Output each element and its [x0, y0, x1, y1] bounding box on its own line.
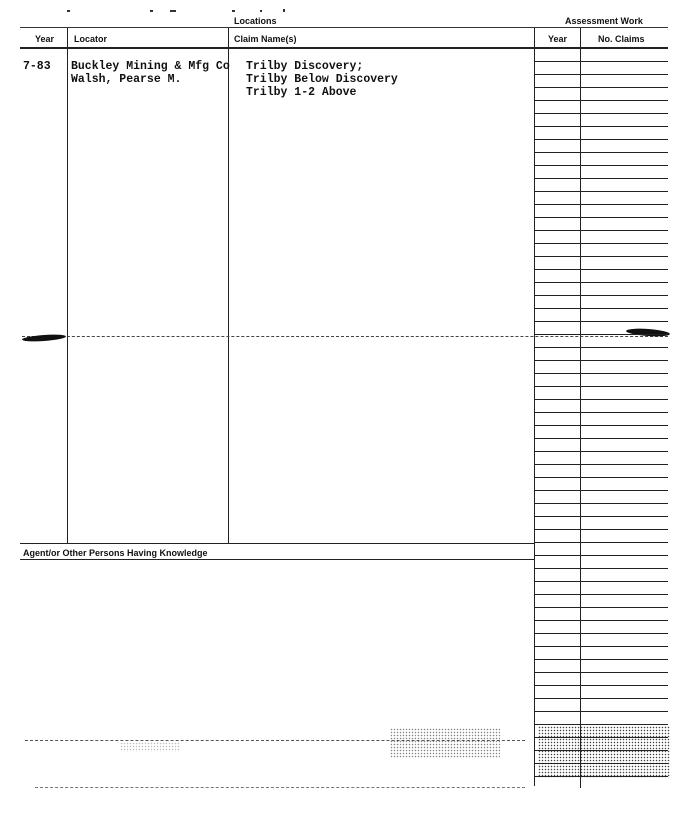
scan-noise-right: [538, 726, 670, 778]
scan-noise-center: [390, 728, 500, 758]
assessment-work-row-line: [535, 412, 668, 413]
assessment-work-row-line: [535, 204, 668, 205]
header-rule-top: [20, 27, 668, 28]
entry-claim-2: Trilby Below Discovery: [246, 73, 398, 86]
assessment-work-row-line: [535, 139, 668, 140]
assessment-work-row-line: [535, 191, 668, 192]
locations-box-bottom: [20, 543, 535, 544]
year-column-header: Year: [35, 34, 55, 44]
assessment-work-row-line: [535, 243, 668, 244]
assessment-work-row-line: [535, 308, 668, 309]
assessment-work-row-line: [535, 685, 668, 686]
assessment-work-row-line: [535, 477, 668, 478]
assessment-work-row-line: [535, 100, 668, 101]
assessment-work-row-line: [535, 230, 668, 231]
assessment-work-row-line: [535, 282, 668, 283]
assessment-work-row-line: [535, 360, 668, 361]
assessment-work-row-line: [535, 711, 668, 712]
assessment-work-row-line: [535, 724, 668, 725]
locator-column-header: Locator: [74, 34, 108, 44]
left-edge-smudge: [22, 333, 66, 342]
assessment-work-row-line: [535, 165, 668, 166]
assessment-work-row-line: [535, 347, 668, 348]
aw-no-claims-column-header: No. Claims: [598, 34, 645, 44]
assessment-work-row-line: [535, 269, 668, 270]
scan-noise-left: [120, 742, 180, 752]
assessment-work-row-line: [535, 659, 668, 660]
assessment-work-row-line: [535, 87, 668, 88]
assessment-work-row-line: [535, 126, 668, 127]
assessment-work-row-line: [535, 373, 668, 374]
assessment-work-row-line: [535, 516, 668, 517]
agent-section-label: Agent/or Other Persons Having Knowledge: [23, 548, 208, 558]
assessment-work-row-line: [535, 438, 668, 439]
assessment-work-row-line: [535, 503, 668, 504]
top-speck: [260, 10, 262, 12]
divider-year-locator: [67, 28, 68, 543]
header-rule-bottom: [20, 47, 668, 49]
assessment-work-row-line: [535, 620, 668, 621]
top-speck: [283, 9, 285, 12]
assessment-work-row-line: [535, 542, 668, 543]
top-speck: [150, 10, 153, 12]
assessment-work-row-line: [535, 321, 668, 322]
assessment-work-row-line: [535, 698, 668, 699]
assessment-work-row-line: [535, 425, 668, 426]
claim-names-column-header: Claim Name(s): [234, 34, 297, 44]
assessment-work-row-line: [535, 633, 668, 634]
locations-header: Locations: [234, 16, 277, 26]
assessment-work-row-line: [535, 386, 668, 387]
entry-locator-2: Walsh, Pearse M.: [71, 73, 182, 86]
assessment-work-row-line: [535, 490, 668, 491]
assessment-work-row-line: [535, 178, 668, 179]
assessment-work-row-line: [535, 399, 668, 400]
assessment-work-row-line: [535, 646, 668, 647]
assessment-work-row-line: [535, 61, 668, 62]
top-speck: [67, 10, 70, 12]
assessment-work-header: Assessment Work: [565, 16, 643, 26]
entry-claim-1: Trilby Discovery;: [246, 60, 364, 73]
assessment-work-row-line: [535, 607, 668, 608]
assessment-work-row-line: [535, 464, 668, 465]
divider-locator-claims: [228, 28, 229, 543]
assessment-work-row-line: [535, 581, 668, 582]
entry-locator-1: Buckley Mining & Mfg Co: [71, 60, 230, 73]
agent-section-rule: [20, 559, 535, 560]
assessment-work-row-line: [535, 295, 668, 296]
assessment-work-row-line: [535, 74, 668, 75]
fold-line: [22, 336, 668, 337]
top-speck: [232, 10, 235, 12]
aw-year-column-header: Year: [548, 34, 568, 44]
assessment-work-row-line: [535, 113, 668, 114]
assessment-work-row-line: [535, 451, 668, 452]
assessment-work-row-line: [535, 555, 668, 556]
entry-year: 7-83: [23, 60, 51, 73]
top-speck: [170, 10, 176, 12]
assessment-work-row-line: [535, 672, 668, 673]
bottom-scan-line-2: [35, 787, 525, 788]
assessment-work-row-line: [535, 152, 668, 153]
assessment-work-row-line: [535, 334, 668, 335]
assessment-work-row-line: [535, 217, 668, 218]
entry-claim-3: Trilby 1-2 Above: [246, 86, 357, 99]
assessment-work-row-line: [535, 256, 668, 257]
assessment-work-row-line: [535, 529, 668, 530]
divider-aw-year-claims: [580, 28, 581, 788]
assessment-work-row-line: [535, 568, 668, 569]
assessment-work-row-line: [535, 594, 668, 595]
